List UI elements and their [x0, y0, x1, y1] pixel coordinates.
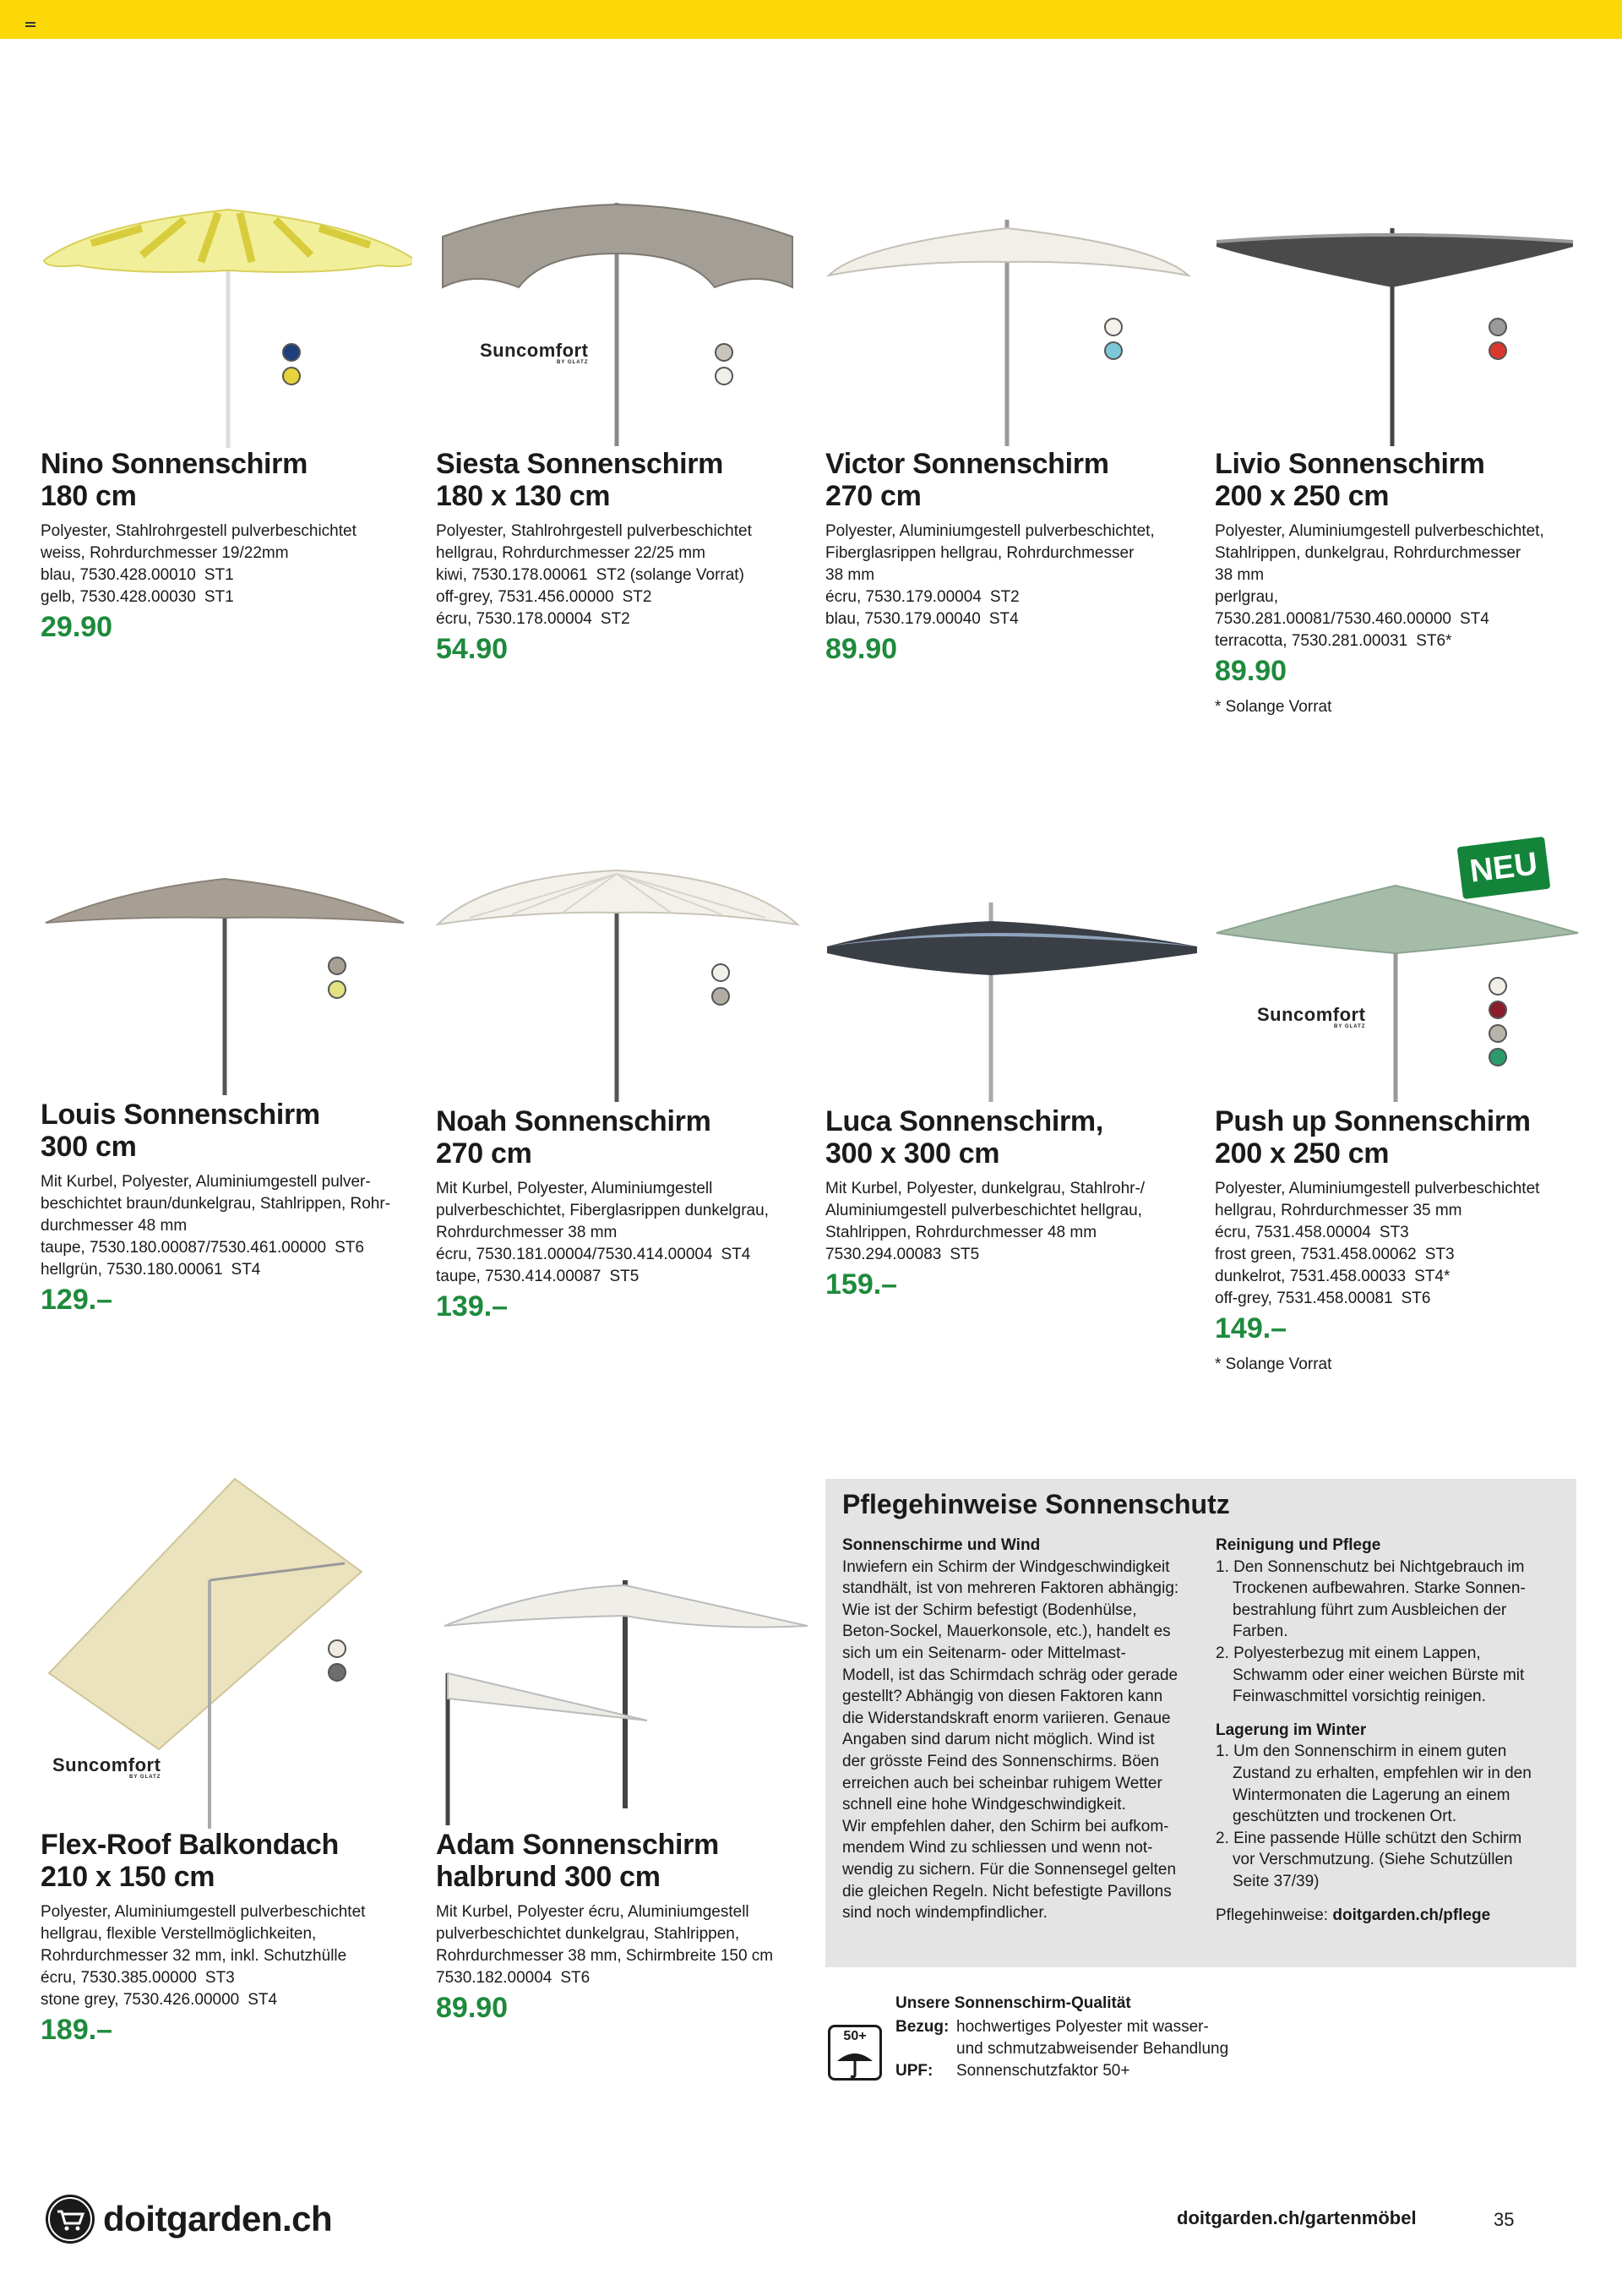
- variant-row: écru, 7530.179.00004 ST2: [825, 588, 1020, 606]
- care-link[interactable]: Pflegehinweise: doitgarden.ch/pflege: [1216, 1906, 1491, 1924]
- color-swatch[interactable]: [1489, 1001, 1507, 1019]
- product-image: [41, 1470, 412, 1829]
- footnote: * Solange Vorrat: [1215, 1355, 1332, 1373]
- variant-list: [1215, 608, 1587, 652]
- product-image: [436, 1555, 808, 1829]
- quality-bezug-cont: und schmutzabweisender Behandlung: [956, 2040, 1229, 2058]
- page-number: 35: [1494, 2209, 1515, 2230]
- color-swatch[interactable]: [1489, 1048, 1507, 1066]
- product-image: [1215, 194, 1587, 448]
- product-card-nino[interactable]: [41, 194, 412, 644]
- product-description: Mit Kurbel, Polyester, dunkelgrau, Stahlrohr-/ Aluminiumgestell pulverbeschichtet hellgrau, Stahlrippen, Rohrdurchmesser 48 mm: [825, 1180, 1146, 1241]
- color-swatch[interactable]: [1489, 341, 1507, 360]
- footnote: * Solange Vorrat: [1215, 698, 1332, 716]
- variant-row: hellgrün, 7530.180.00061 ST4: [41, 1261, 261, 1279]
- product-card-push-up[interactable]: [1215, 852, 1587, 1376]
- product-title: Push up Sonnenschirm 200 x 250 cm: [1215, 1105, 1531, 1170]
- variant-row: taupe, 7530.180.00087/7530.461.00000 ST6: [41, 1239, 364, 1257]
- product-title: Victor Sonnenschirm 270 cm: [825, 448, 1109, 512]
- product-image: [1215, 852, 1587, 1105]
- variant-row: écru, 7530.181.00004/7530.414.00004 ST4: [436, 1246, 751, 1263]
- variant-list: [41, 1967, 412, 2011]
- variant-row: taupe, 7530.414.00087 ST5: [436, 1268, 640, 1285]
- product-card-noah[interactable]: [436, 852, 808, 1323]
- variant-row: écru, 7530.178.00004 ST2: [436, 610, 630, 628]
- color-swatches: [1489, 318, 1507, 360]
- quality-title: Unsere Sonnenschirm-Qualität: [895, 1994, 1131, 2012]
- variant-row: gelb, 7530.428.00030 ST1: [41, 588, 234, 606]
- variant-row: dunkelrot, 7531.458.00033 ST4*: [1215, 1268, 1451, 1285]
- price: 129.–: [41, 1284, 113, 1316]
- product-title: Siesta Sonnenschirm 180 x 130 cm: [436, 448, 724, 512]
- color-swatch[interactable]: [711, 963, 730, 982]
- product-description: Polyester, Aluminiumgestell pulverbeschichtet hellgrau, Rohrdurchmesser 35 mm: [1215, 1180, 1540, 1219]
- care-column-wind: Sonnenschirme und Wind Inwiefern ein Schirm der Windgeschwindigkeit standhält, ist von mehreren Faktoren abhängig: Wie ist der Schirm befestigt (Bodenhülse, Beton-Sockel, Mauerkonsole, etc.), handelt es sich um ein Seitenarm- oder Mittelmast- Modell, ist das Schirmdach schräg oder gerade gestellt? Abhängig von diesen Faktoren kann die Widerstandskraft enorm variieren. Genaue Angaben sind darum nicht möglich. Wind ist der grösste Feind des Sonnenschirms. Böen erreichen auch bei scheinbar ruhigem Wetter schnell eine hohe Windgeschwindigkeit. Wir empfehlen daher, den Schirm bei aufkom- mendem Wind zu schliessen und wenn not- wendig zu sichern. Für die Sonnensegel gelten die gleichen Regeln. Nicht befestigte Pavillons sind noch windempfindlicher.: [842, 1536, 1179, 1922]
- variant-row: 7530.281.00081/7530.460.00000 ST4: [1215, 610, 1489, 628]
- umbrella-image: [1215, 852, 1587, 1105]
- brand-logo-suncomfort: Suncomfort BY GLATZ: [1257, 1004, 1366, 1029]
- umbrella-image: [41, 845, 412, 1099]
- color-swatch[interactable]: [711, 987, 730, 1006]
- care-title: Pflegehinweise Sonnenschutz: [842, 1489, 1230, 1519]
- variant-list: [41, 564, 412, 608]
- brand-logo-suncomfort: Suncomfort BY GLATZ: [480, 340, 589, 365]
- color-swatches: [1489, 977, 1507, 1066]
- color-swatch[interactable]: [1489, 977, 1507, 995]
- umbrella-icon: [830, 2046, 879, 2080]
- care-column-cleaning: Reinigung und Pflege 1. Den Sonnenschutz bei Nichtgebrauch im Trockenen aufbewahren. Starke Sonnen- bestrahlung führt zum Ausbleichen der Farben. 2. Polyesterbezug mit einem Lappen, Schwamm oder einer weichen Bürste mit Feinwaschmittel vorsichtig reinigen. Lagerung im Winter 1. Um den Sonnenschirm in einem guten Zustand zu erhalten, empfehlen wir in den Wintermonaten die Lagerung an einem geschützten und trockenen Ort. 2. Eine passende Hülle schützt den Schirm vor Verschmutzung. (Siehe Schutzüllen Seite 37/39) Pflegehinweise: doitgarden.ch/pflege: [1216, 1535, 1532, 1926]
- product-title: Livio Sonnenschirm 200 x 250 cm: [1215, 448, 1485, 512]
- product-image: [436, 852, 808, 1105]
- product-description: Mit Kurbel, Polyester, Aluminiumgestell pulver- beschichtet braun/dunkelgrau, Stahlrippen, Rohr- durchmesser 48 mm: [41, 1173, 391, 1235]
- color-swatch[interactable]: [715, 343, 733, 362]
- shopping-cart-icon: [46, 2195, 95, 2244]
- price: 139.–: [436, 1290, 509, 1323]
- product-title: Luca Sonnenschirm, 300 x 300 cm: [825, 1105, 1104, 1170]
- product-card-louis[interactable]: [41, 845, 412, 1317]
- quality-bezug: Bezug: hochwertiges Polyester mit wasser-: [895, 2018, 1209, 2036]
- product-image: [41, 845, 412, 1099]
- product-description: Mit Kurbel, Polyester écru, Aluminiumgestell pulverbeschichtet dunkelgrau, Stahlrippen, Rohrdurchmesser 38 mm, Schirmbreite 150 cm: [436, 1903, 774, 1965]
- brand-logo-suncomfort: Suncomfort BY GLATZ: [52, 1754, 161, 1780]
- product-card-adam[interactable]: [436, 1555, 808, 2025]
- upf-badge-icon: 50+: [828, 2025, 882, 2081]
- color-swatch[interactable]: [282, 367, 301, 385]
- product-title: Noah Sonnenschirm 270 cm: [436, 1105, 711, 1170]
- variant-list: [825, 586, 1197, 630]
- variant-list: [436, 1244, 808, 1288]
- product-description: Polyester, Stahlrohrgestell pulverbeschichtet weiss, Rohrdurchmesser 19/22mm: [41, 522, 357, 562]
- variant-list: [436, 1967, 808, 1989]
- product-description: Polyester, Aluminiumgestell pulverbeschichtet, Stahlrippen, dunkelgrau, Rohrdurchmesser 38 mm perlgrau,: [1215, 522, 1544, 606]
- color-swatch[interactable]: [328, 957, 346, 975]
- variant-row: écru, 7530.385.00000 ST3: [41, 1969, 235, 1987]
- product-description: Polyester, Aluminiumgestell pulverbeschichtet hellgrau, flexible Verstellmöglichkeiten, Rohrdurchmesser 32 mm, inkl. Schutzhülle: [41, 1903, 366, 1965]
- product-image: [436, 194, 808, 448]
- price: 29.90: [41, 611, 113, 643]
- product-description: Mit Kurbel, Polyester, Aluminiumgestell pulverbeschichtet, Fiberglasrippen dunkelgrau, Rohrdurchmesser 38 mm: [436, 1180, 769, 1241]
- footer-url[interactable]: doitgarden.ch/gartenmöbel: [1177, 2207, 1417, 2228]
- product-card-livio[interactable]: [1215, 194, 1587, 718]
- umbrella-image: [1215, 194, 1587, 448]
- variant-row: blau, 7530.428.00010 ST1: [41, 566, 234, 584]
- product-title: Louis Sonnenschirm 300 cm: [41, 1099, 320, 1163]
- variant-row: frost green, 7531.458.00062 ST3: [1215, 1246, 1455, 1263]
- color-swatches: [711, 963, 730, 1006]
- color-swatch[interactable]: [328, 1639, 346, 1658]
- price: 149.–: [1215, 1312, 1287, 1344]
- footer-logo[interactable]: [46, 2195, 332, 2244]
- variant-row: écru, 7531.458.00004 ST3: [1215, 1224, 1409, 1241]
- product-card-victor[interactable]: [825, 194, 1197, 666]
- variant-row: blau, 7530.179.00040 ST4: [825, 610, 1019, 628]
- product-title: Flex-Roof Balkondach 210 x 150 cm: [41, 1829, 339, 1893]
- product-image: [41, 194, 412, 448]
- variant-row: terracotta, 7530.281.00031 ST6*: [1215, 632, 1452, 650]
- color-swatch[interactable]: [328, 1663, 346, 1682]
- cart-logo-icon: [46, 2195, 95, 2244]
- variant-row: off-grey, 7531.458.00081 ST6: [1215, 1290, 1431, 1307]
- umbrella-image: [436, 852, 808, 1105]
- variant-list: [436, 564, 808, 630]
- price: 189.–: [41, 2014, 113, 2046]
- color-swatches: [715, 343, 733, 385]
- price: 54.90: [436, 633, 509, 665]
- new-badge: NEU: [1457, 837, 1551, 899]
- variant-list: [1215, 1222, 1587, 1310]
- product-card-siesta[interactable]: [436, 194, 808, 666]
- product-title: Nino Sonnenschirm 180 cm: [41, 448, 308, 512]
- product-image: [825, 852, 1197, 1105]
- variant-row: 7530.294.00083 ST5: [825, 1246, 980, 1263]
- variant-row: kiwi, 7530.178.00061 ST2 (solange Vorrat): [436, 566, 744, 584]
- color-swatches: [328, 1639, 346, 1682]
- product-title: Adam Sonnenschirm halbrund 300 cm: [436, 1829, 719, 1893]
- care-instructions-box: [825, 1479, 1576, 1967]
- variant-list: [825, 1244, 1197, 1266]
- product-card-flex-roof[interactable]: [41, 1470, 412, 2047]
- umbrella-image: [825, 852, 1197, 1105]
- color-swatches: [282, 343, 301, 385]
- color-swatch[interactable]: [1489, 318, 1507, 336]
- footer-logo-text: doitgarden.ch: [103, 2199, 333, 2239]
- variant-row: stone grey, 7530.426.00000 ST4: [41, 1991, 278, 2009]
- product-description: Polyester, Stahlrohrgestell pulverbeschichtet hellgrau, Rohrdurchmesser 22/25 mm: [436, 522, 752, 562]
- variant-row: 7530.182.00004 ST6: [436, 1969, 591, 1987]
- product-description: Polyester, Aluminiumgestell pulverbeschichtet, Fiberglasrippen hellgrau, Rohrdurchmesser 38 mm: [825, 522, 1155, 584]
- variant-list: [41, 1237, 412, 1281]
- color-swatch[interactable]: [1489, 1024, 1507, 1043]
- price: 89.90: [436, 1992, 509, 2024]
- price: 89.90: [825, 633, 898, 665]
- variant-row: off-grey, 7531.456.00000 ST2: [436, 588, 652, 606]
- umbrella-image: [41, 194, 412, 448]
- color-swatch[interactable]: [715, 367, 733, 385]
- quality-upf: UPF: Sonnenschutzfaktor 50+: [895, 2062, 1130, 2080]
- product-image: [825, 194, 1197, 448]
- umbrella-image: [436, 194, 808, 448]
- color-swatches: [328, 957, 346, 999]
- product-card-luca[interactable]: [825, 852, 1197, 1301]
- top-brand-bar: [0, 0, 1622, 39]
- price: 159.–: [825, 1268, 898, 1301]
- umbrella-image: [825, 194, 1197, 448]
- price: 89.90: [1215, 655, 1287, 687]
- color-swatch[interactable]: [282, 343, 301, 362]
- quality-info: [828, 1994, 1335, 2096]
- color-swatch[interactable]: [1104, 318, 1123, 336]
- umbrella-image: [436, 1555, 808, 1829]
- color-swatch[interactable]: [328, 980, 346, 999]
- menu-icon[interactable]: [25, 22, 35, 29]
- color-swatch[interactable]: [1104, 341, 1123, 360]
- color-swatches: [1104, 318, 1123, 360]
